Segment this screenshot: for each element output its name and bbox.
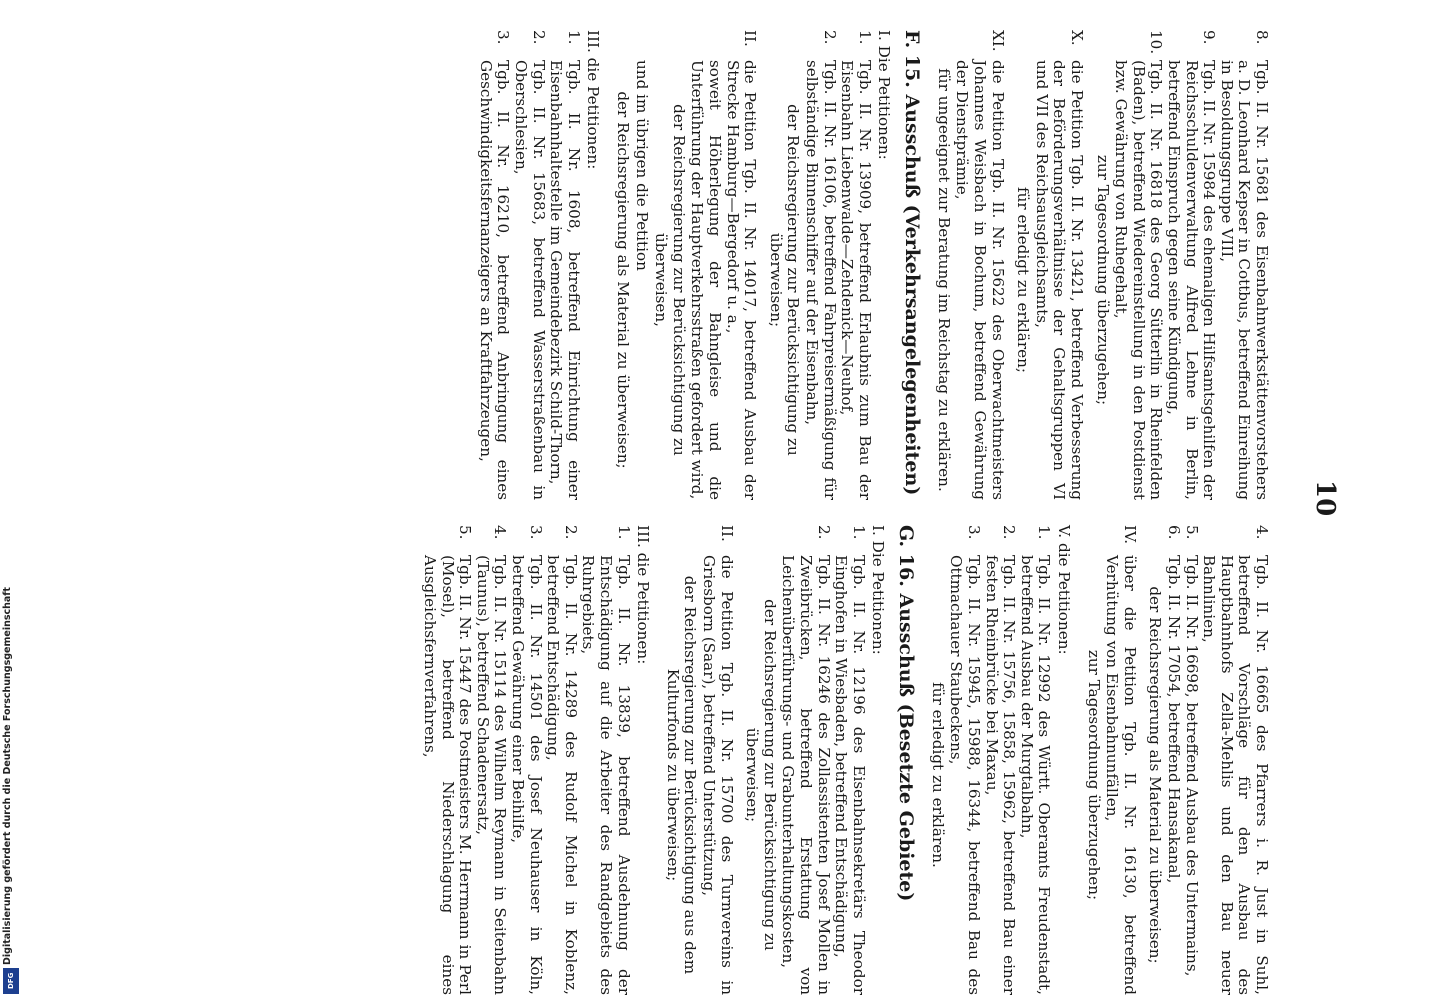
petition-item xyxy=(1217,30,1270,500)
decision-text: zur Tagesordnung überzugehen; xyxy=(1084,649,1103,901)
decision-text: der Reichsregierung zur Berücksichtigung zu überweisen; xyxy=(766,104,803,456)
section-i-label: I. Die Petitionen: xyxy=(869,525,888,655)
item-text: Tgb. II. Nr. 13909, betreffend Erlaubnis zum Bau der Eisenbahn Liebenwalde—Zehdenick—Neuhof, xyxy=(838,60,874,500)
section-xi xyxy=(953,30,1006,500)
petition-item xyxy=(1017,525,1052,995)
section-text: die Petition Tgb. II. Nr. 14017, betreffend Ausbau der Strecke Hamburg—Bergedorf u. a., xyxy=(723,60,760,500)
petition-item xyxy=(511,30,546,500)
decision-text: und im übrigen die Petition xyxy=(632,60,651,271)
section-number: II. xyxy=(717,525,736,542)
decision-text: der Reichsregierung zur Berücksichtigung zu überweisen, xyxy=(652,104,688,456)
decision-text: für erledigt zu erklären. xyxy=(928,682,947,868)
section-iii-label: III. die Petitionen: xyxy=(634,525,653,665)
decision-text: der Reichsregierung als Material zu überweisen; xyxy=(1146,586,1165,964)
item-text: Tgb. II. Nr. 17054, betreffend Hansakanal, xyxy=(1165,555,1184,884)
item-number: 4. xyxy=(491,525,510,540)
petition-item xyxy=(547,30,582,500)
section-heading-f: F. 15. Ausschuß (Verkehrsangelegenheiten) xyxy=(901,30,924,496)
petition-item xyxy=(579,525,632,995)
item-number: 5. xyxy=(456,525,475,540)
item-number: 6. xyxy=(1165,525,1184,540)
section-text: die Petition Tgb. II. Nr. 13421, betreffend Verbesserung der Beförderungsverhältnisse der Gehaltsgruppen VI und VII des Reichsausgleichsamts, xyxy=(1032,60,1087,500)
funding-sidebar xyxy=(0,587,22,995)
decision-text: zur Tagesordnung überzugehen; xyxy=(1093,154,1112,406)
petition-item xyxy=(508,525,543,995)
section-number: IV. xyxy=(1120,525,1139,545)
item-number: 4. xyxy=(1253,525,1271,540)
item-text: Tgb. II. Nr. 15447 des Postmeisters M. Herrmann in Perl (Mosel), betreffend Niederschlagung eines Ausgleichsfernverfahrens, xyxy=(421,555,475,995)
item-text: Tgb. II. Nr. 15756, 15858, 15962, betreffend Bau einer festen Rheinbrücke bei Maxau, xyxy=(982,555,1019,995)
section-number: XI. xyxy=(988,30,1007,52)
section-number: X. xyxy=(1068,30,1087,46)
item-text: Tgb. II. Nr. 12196 des Eisenbahnsekretärs Theodor Einghofen in Wiesbaden, betreffend Entschädigung, xyxy=(832,555,868,995)
section-text: die Petition Tgb. II. Nr. 15622 des Oberwachtmeisters Johannes Weisbach in Bochum, betreffend Gewährung der Dienstprämie, xyxy=(953,60,1007,500)
petition-item xyxy=(947,525,982,995)
item-number: 1. xyxy=(564,30,583,45)
item-number: 3. xyxy=(526,525,545,540)
petition-item xyxy=(982,525,1017,995)
decision-text: der Reichsregierung zur Berücksichtigung aus dem Kulturfonds zu überweisen; xyxy=(663,575,700,975)
item-text: Tgb. II. Nr. 15683, betreffend Wasserstraßenbau in Oberschlesien, xyxy=(512,60,548,500)
right-column xyxy=(420,525,1270,995)
decision-text: für ungeeignet zur Beratung im Reichstag zu erklären. xyxy=(934,68,953,492)
section-number: II. xyxy=(741,30,760,47)
item-number: 1. xyxy=(855,30,874,45)
item-number: 3. xyxy=(494,30,513,45)
section-i-label: I. Die Petitionen: xyxy=(875,30,894,160)
item-number: 1. xyxy=(849,525,868,540)
item-number: 9. xyxy=(1200,30,1219,45)
item-text: Tgb. II. Nr. 16698, betreffend Ausbau des Untermains, xyxy=(1182,555,1201,977)
item-number: 2. xyxy=(820,30,839,45)
left-column xyxy=(476,30,1270,500)
section-heading-g: G. 16. Ausschuß (Besetzte Gebiete) xyxy=(895,525,918,902)
petition-item xyxy=(1112,30,1165,500)
section-iii-label: III. die Petitionen: xyxy=(584,30,603,170)
decision-text: soweit Höherlegung der Bahngleise und die Unterführung der Hauptverkehrsstraßen gefordert wird, xyxy=(688,60,724,500)
item-number: 2. xyxy=(1000,525,1019,540)
item-text: Tgb. II. Nr. 1608, betreffend Einrichtung einer Eisenbahnhaltestelle im Gemeindebezirk Schild-Thorn, xyxy=(547,60,583,500)
item-number: 3. xyxy=(965,525,984,540)
item-text: Tgb. II. Nr. 15984 des ehemaligen Hilfsamtsgehilfen der Reichsschuldenverwaltung Alfred Lehne in Berlin, betreffend Einspruch gegen seine Kündigung, xyxy=(1165,60,1219,500)
petition-item xyxy=(420,525,473,995)
item-number: 5. xyxy=(1182,525,1201,540)
item-text: Tgb. II. Nr. 15945, 15988, 16344, betreffend Bau des Ottmachauer Staubeckens, xyxy=(947,555,984,995)
item-number: 2. xyxy=(561,525,580,540)
section-v-label: V. die Petitionen: xyxy=(1055,525,1074,655)
item-number: 8. xyxy=(1253,30,1271,45)
item-text: Tgb. II. Nr. 16665 des Pfarrers i. R. Just in Suhl, betreffend Vorschläge für den Ausbau des Hauptbahnhofs Zella-Mehlis und den Bau neuer Bahnlinien, xyxy=(1200,555,1271,995)
petition-item xyxy=(1164,525,1182,995)
item-text: Tgb. II. Nr. 12992 des Württ. Oberamts Freudenstadt, betreffend Ausbau der Murgtalbahn, xyxy=(1017,555,1054,995)
item-text: Tgb. II. Nr. 16246 des Zollassistenten Josef Mollen in Zweibrücken, betreffend Erstattung von Leichenüberführungs- und Grabunterhaltungskosten, xyxy=(779,555,833,995)
item-text: Tgb. II. Nr. 15681 des Eisenbahnwerkstättenvorstehers a. D. Leonhard Kepser in Cottbus, betreffend Einreihung in Besoldungsgruppe VIII, xyxy=(1217,60,1271,500)
petition-item xyxy=(832,525,867,995)
funding-notice: Digitalisierung gefördert durch die Deutsche Forschungsgemeinschaft xyxy=(2,587,13,965)
section-ii xyxy=(723,30,758,500)
petition-item xyxy=(1200,525,1270,995)
item-text: Tgb. II. Nr. 13839, betreffend Ausdehnung der Entschädigung auf die Arbeiter des Randgebiets des Ruhrgebiets, xyxy=(579,555,633,995)
section-ii xyxy=(699,525,734,995)
item-text: Tgb. II. Nr. 15114 des Wilhelm Reymann in Seitenbahn (Taunus), betreffend Schadenersatz, xyxy=(473,555,510,995)
item-number: 1. xyxy=(1035,525,1054,540)
section-text: über die Petition Tgb. II. Nr. 16130, betreffend Verhütung von Eisenbahnunfällen, xyxy=(1103,555,1139,995)
item-text: Tgb. II. Nr. 14289 des Rudolf Michel in Koblenz, betreffend Entschädigung, xyxy=(544,555,580,995)
petition-item xyxy=(473,525,508,995)
petition-item xyxy=(779,525,832,995)
item-number: 2. xyxy=(529,30,548,45)
petition-item xyxy=(476,30,511,500)
page-number: 10 xyxy=(1310,480,1340,517)
section-x xyxy=(1032,30,1085,500)
petition-item xyxy=(802,30,837,500)
petition-item xyxy=(838,30,873,500)
decision-text: für erledigt zu erklären; xyxy=(1014,187,1033,373)
item-text: Tgb. II. Nr. 16210, betreffend Anbringung eines Geschwindigkeitsfernanzeigers an Kraftfahrzeugen, xyxy=(476,60,513,500)
section-text: die Petition Tgb. II. Nr. 15700 des Turnvereins in Griesborn (Saar), betreffend Unterstützung, xyxy=(699,555,736,995)
petition-item xyxy=(544,525,579,995)
petition-item xyxy=(1164,30,1217,500)
item-number: 1. xyxy=(614,525,633,540)
section-iv xyxy=(1103,525,1138,995)
dfg-logo: DFG xyxy=(3,968,19,994)
item-number: 2. xyxy=(814,525,833,540)
document-page xyxy=(120,0,1360,1000)
item-number: 10. xyxy=(1147,30,1166,55)
item-text: Tgb. II. Nr. 16106, betreffend Fahrpreisermäßigung für selbständige Binnenschiffer auf der Eisenbahn, xyxy=(802,60,839,500)
item-text: Tgb. II. Nr. 16818 des Georg Sütterlin in Rheinfelden (Baden), betreffend Wiedereinstellung in den Postdienst bzw. Gewährung von Ruhegehalt, xyxy=(1112,60,1166,500)
petition-item xyxy=(1182,525,1200,995)
item-text: Tgb. II. Nr. 14501 des Josef Neuhauser in Köln, betreffend Gewährung einer Beihilfe, xyxy=(509,555,545,995)
decision-text: der Reichsregierung als Material zu überweisen; xyxy=(614,91,632,469)
decision-text: der Reichsregierung zur Berücksichtigung zu überweisen; xyxy=(743,599,779,951)
